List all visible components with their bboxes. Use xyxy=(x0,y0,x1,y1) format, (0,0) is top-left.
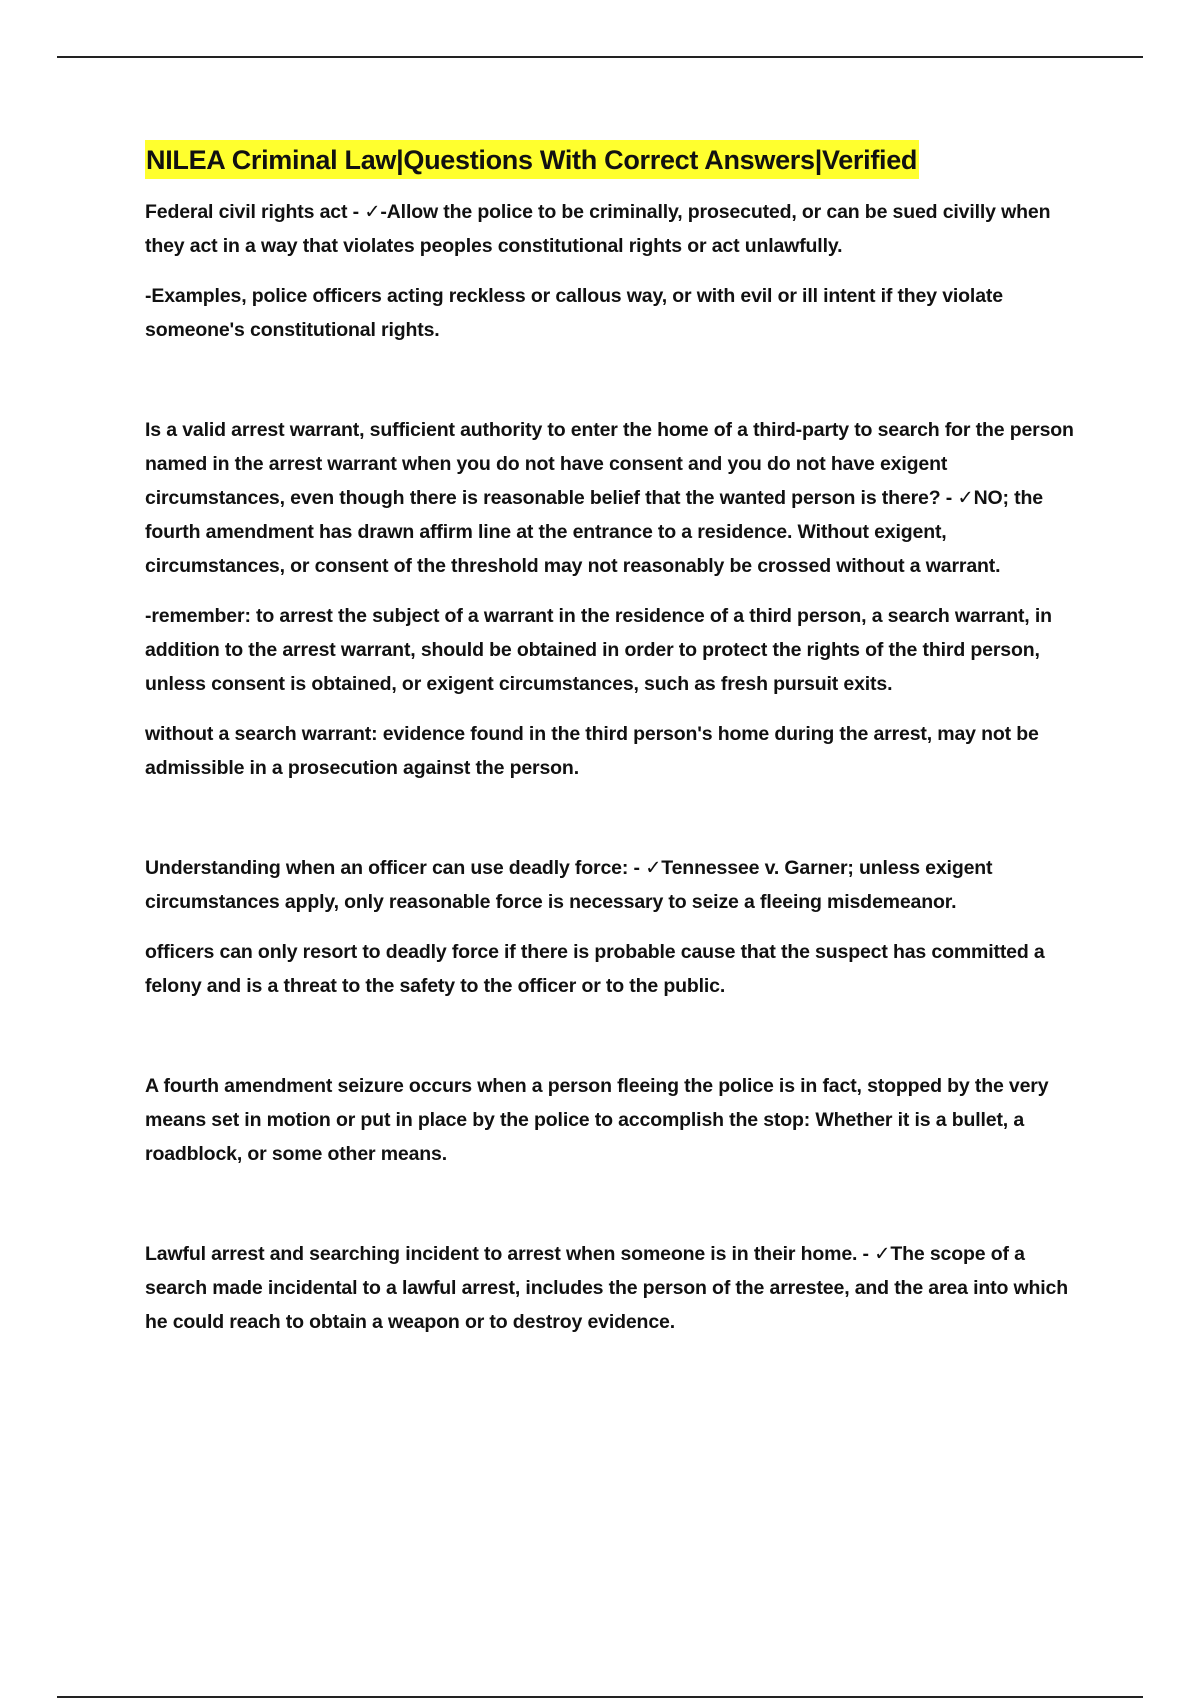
answer-note: officers can only resort to deadly force if there is probable cause that the suspect has committed a felony and is a threat to the safety to the officer or to the public. xyxy=(145,941,1045,997)
answer-text: Tennessee v. Garner; unless exigent circumstances apply, only reasonable force is necessary to seize a fleeing misdemeanor. xyxy=(145,857,993,913)
document-body xyxy=(145,140,1090,1355)
question-text: Is a valid arrest warrant, sufficient authority to enter the home of a third-party to search for the person named in the arrest warrant when you do not have consent and you do not have exigent circumstances, even though there is reasonable belief that the wanted person is there? - xyxy=(145,419,1074,509)
check-icon: ✓ xyxy=(874,1243,891,1265)
qa-entry xyxy=(145,1237,1090,1339)
answer-note: -remember: to arrest the subject of a warrant in the residence of a third person, a search warrant, in addition to the arrest warrant, should be obtained in order to protect the rights of the third person, unless consent is obtained, or exigent circumstances, such as fresh pursuit exits. xyxy=(145,605,1052,695)
bottom-rule xyxy=(57,1696,1143,1698)
question-text: Understanding when an officer can use deadly force: - xyxy=(145,857,646,879)
answer-note: without a search warrant: evidence found in the third person's home during the arrest, may not be admissible in a prosecution against the person. xyxy=(145,723,1039,779)
answer-text: -Allow the police to be criminally, prosecuted, or can be sued civilly when they act in a way that violates peoples constitutional rights or act unlawfully. xyxy=(145,201,1051,257)
answer-note: -Examples, police officers acting reckless or callous way, or with evil or ill intent if they violate someone's constitutional rights. xyxy=(145,285,1003,341)
answer-text: NO; the fourth amendment has drawn affirm line at the entrance to a residence. Without exigent, circumstances, or consent of the threshold may not reasonably be crossed without a warrant. xyxy=(145,487,1043,577)
qa-entry xyxy=(145,851,1090,919)
statement-entry: A fourth amendment seizure occurs when a person fleeing the police is in fact, stopped by the very means set in motion or put in place by the police to accomplish the stop: Whether it is a bullet, a roadblock, or some other means. xyxy=(145,1075,1049,1165)
check-icon: ✓ xyxy=(645,857,662,879)
question-text: Lawful arrest and searching incident to arrest when someone is in their home. - xyxy=(145,1243,875,1265)
document-title: NILEA Criminal Law|Questions With Correct Answers|Verified xyxy=(145,140,919,179)
top-rule xyxy=(57,56,1143,58)
answer-text: The scope of a search made incidental to a lawful arrest, includes the person of the arrestee, and the area into which he could reach to obtain a weapon or to destroy evidence. xyxy=(145,1243,1068,1333)
question-text: Federal civil rights act - xyxy=(145,201,365,223)
qa-entry xyxy=(145,413,1090,583)
check-icon: ✓ xyxy=(957,487,974,509)
check-icon: ✓ xyxy=(364,201,381,223)
qa-entry xyxy=(145,195,1090,263)
